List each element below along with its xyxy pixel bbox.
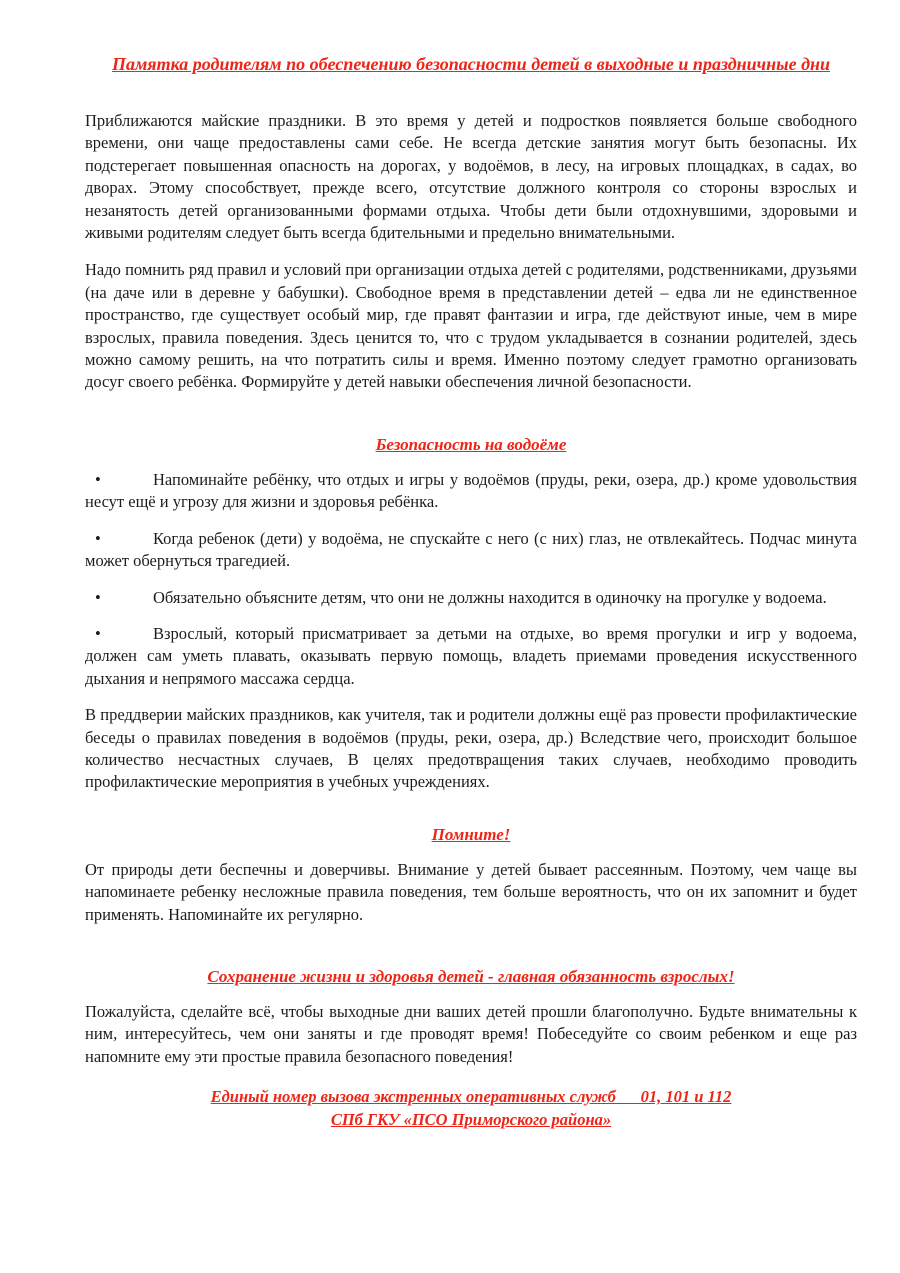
bullet-text: Напоминайте ребёнку, что отдых и игры у водоёмов (пруды, реки, озера, др.) кроме удовольствия несут ещё и угрозу для жизни и здоровья ребёнка. (85, 469, 857, 512)
bullet-item-2 (85, 528, 857, 573)
remember-heading: Помните! (431, 824, 511, 844)
bullet-item-4 (85, 623, 857, 690)
bullet-text: Взрослый, который присматривает за детьми на отдыхе, во время прогулки и игр у водоема, должен сам уметь плавать, оказывать первую помощь, владеть приемами проведения искусственного дыхания и непрямого массажа сердца. (85, 623, 857, 688)
bullet-marker: • (95, 623, 101, 643)
organization-line: СПб ГКУ «ПСО Приморского района» (330, 1109, 612, 1129)
bullet-text: Обязательно объясните детям, что они не должны находится в одиночку на прогулке у водоема. (153, 587, 827, 607)
bullet-marker: • (95, 469, 101, 489)
intro-paragraph-1: Приближаются майские праздники. В это время у детей и подростков появляется больше свободного времени, они чаще предоставлены сами себе. Не всегда детские занятия могут быть безопасны. Их подстерегает повышенная опасность на дорогах, у водоёмов, в лесу, на игровых площадках, в садах, во дворах. Этому способствует, прежде всего, отсутствие должного контроля со стороны взрослых и незанятость детей организованными формами отдыха. Чтобы дети были отдохнувшими, здоровыми и живыми родителям следует быть всегда бдительными и предельно внимательными. (85, 111, 857, 243)
duty-paragraph: Пожалуйста, сделайте всё, чтобы выходные дни ваших детей прошли благополучно. Будьте внимательны к ним, интересуйтесь, чем они заняты и где проводят время! Побеседуйте со своим ребенком и еще раз напомните ему эти простые правила безопасного поведения! (85, 1001, 857, 1066)
bullet-item-3 (85, 587, 857, 609)
footer (85, 1086, 857, 1131)
duty-heading: Сохранение жизни и здоровья детей - главная обязанность взрослых! (207, 966, 735, 986)
bullet-text: Когда ребенок (дети) у водоёма, не спускайте с него (с них) глаз, не отвлекайтесь. Подчас минута может обернуться трагедией. (85, 528, 857, 571)
emergency-numbers-line: Единый номер вызова экстренных оперативных служб 01, 101 и 112 (210, 1087, 732, 1107)
remember-paragraph: От природы дети беспечны и доверчивы. Внимание у детей бывает рассеянным. Поэтому, чем чаще вы напоминаете ребенку несложные правила поведения, тем больше вероятность, что он их запомнит и будет применять. Напоминайте их регулярно. (85, 859, 857, 924)
water-safety-heading: Безопасность на водоёме (375, 434, 567, 454)
bullet-marker: • (95, 528, 101, 548)
page-title: Памятка родителям по обеспечению безопасности детей в выходные и праздничные дни (111, 54, 831, 74)
intro-paragraph-2: Надо помнить ряд правил и условий при организации отдыха детей с родителями, родственниками, друзьями (на даче или в деревне у бабушки). Свободное время в представлении детей – едва ли не единственное пространство, где существует особый мир, где правят фантазии и игра, где действуют иные, чем в мире взрослых, правила поведения. Здесь ценится то, что с трудом укладывается в сознании родителей, здесь можно самому решить, на что потратить силы и время. Именно поэтому следует грамотно организовать досуг своего ребёнка. Формируйте у детей навыки обеспечения личной безопасности. (85, 260, 857, 392)
bullet-marker: • (95, 587, 101, 607)
bullet-item-1 (85, 469, 857, 514)
water-safety-summary-paragraph: В преддверии майских праздников, как учителя, так и родители должны ещё раз провести профилактические беседы о правилах поведения в водоёмов (пруды, реки, озера, др.) Вследствие чего, происходит большое количество несчастных случаев, В целях предотвращения таких случаев, необходимо проводить профилактические мероприятия в учебных учреждениях. (85, 705, 857, 792)
